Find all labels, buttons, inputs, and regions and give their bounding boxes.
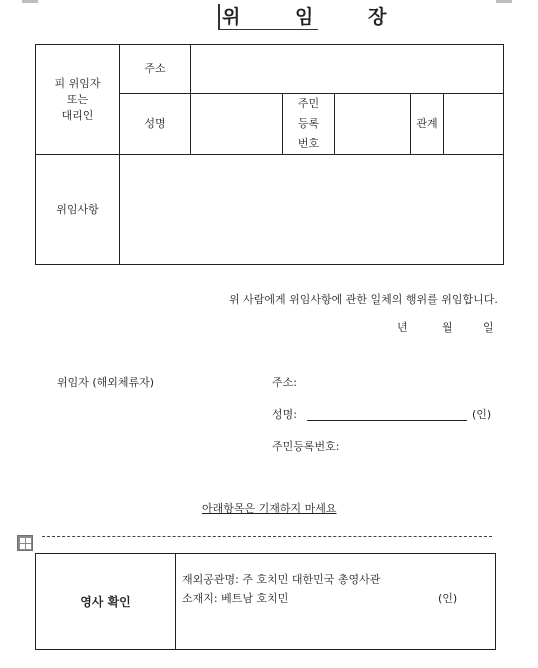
- date-day-label: 일: [483, 321, 494, 334]
- name-label: 성명: [120, 94, 191, 155]
- consul-info-cell: [176, 554, 496, 650]
- delegator-seal: (인): [472, 408, 492, 421]
- matters-label: 위임사항: [36, 155, 120, 265]
- table-select-icon[interactable]: [17, 535, 33, 551]
- delegator-label: 위임자 (해외체류자): [57, 376, 155, 389]
- address-value-cell[interactable]: [191, 45, 504, 94]
- relation-label: 관계: [411, 94, 444, 155]
- delegation-statement: 위 사람에게 위임사항에 관한 일체의 행위를 위임합니다.: [229, 293, 498, 306]
- cut-line: [42, 536, 492, 537]
- relation-value-cell[interactable]: [444, 94, 504, 155]
- date-month-label: 월: [442, 321, 453, 334]
- rrn-label: 주민 등록 번호: [283, 94, 335, 155]
- delegator-name-label: 성명:: [272, 408, 297, 421]
- proxy-party-label: 피 위임자 또는 대리인: [36, 45, 120, 155]
- page-corner-mark-left: [22, 0, 38, 3]
- rrn-value-cell[interactable]: [335, 94, 411, 155]
- document-title: 위 임 장: [218, 4, 318, 30]
- consul-confirmation-table: [35, 553, 496, 650]
- consul-confirm-label: 영사 확인: [36, 554, 176, 650]
- delegator-rrn-label: 주민등록번호:: [272, 440, 340, 453]
- proxy-info-table: [35, 44, 504, 265]
- delegator-address-label: 주소:: [272, 376, 297, 389]
- delegator-name-underline[interactable]: [307, 420, 467, 421]
- consul-seal: (인): [438, 592, 458, 605]
- matters-value-cell[interactable]: [120, 155, 504, 265]
- consul-location-line: 소재지: 베트남 호치민: [182, 592, 289, 605]
- do-not-fill-notice: 아래항목은 기재하지 마세요: [202, 502, 337, 515]
- page-corner-mark-right: [496, 0, 512, 3]
- name-value-cell[interactable]: [191, 94, 283, 155]
- consul-office-line: 재외공관명: 주 호치민 대한민국 총영사관: [182, 573, 381, 586]
- date-year-label: 년: [397, 321, 408, 334]
- address-label: 주소: [120, 45, 191, 94]
